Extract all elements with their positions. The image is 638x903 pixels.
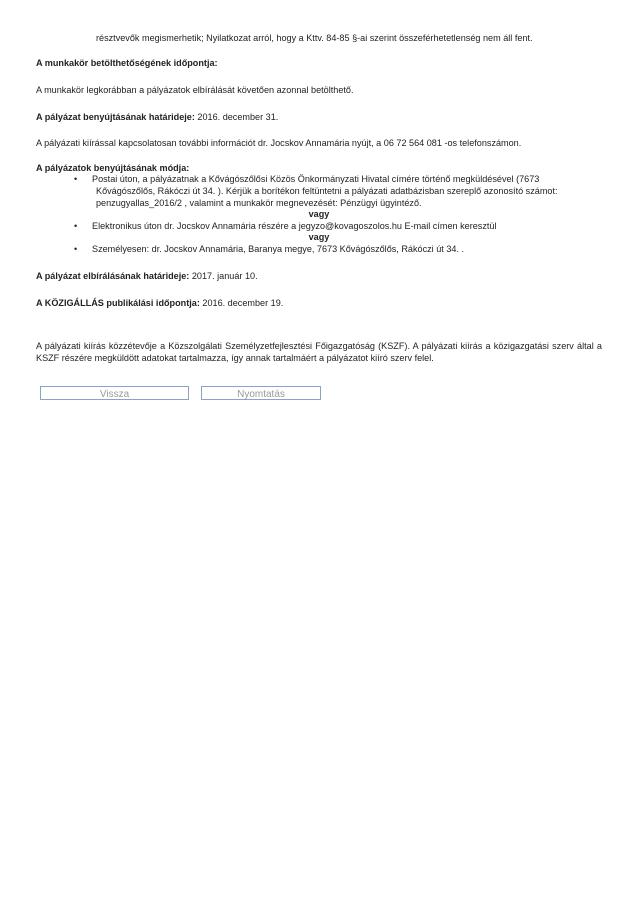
bullet-icon: •	[74, 174, 78, 184]
bullet-icon: •	[74, 244, 78, 254]
evaluation-deadline	[36, 270, 258, 282]
submission-deadline	[36, 111, 278, 123]
postal-method-line-3: penzugyallas_2016/2 , valamint a munkakör megnevezését: Pénzügyi ügyintéző.	[96, 198, 422, 208]
submission-method-heading: A pályázatok benyújtásának módja:	[36, 163, 190, 173]
postal-method-line-2: Kővágószőlős, Rákóczi út 34. ). Kérjük a borítékon feltüntetni a pályázati adatbázisban szereplő azonosító számot:	[96, 186, 558, 196]
personal-method: Személyesen: dr. Jocskov Annamária, Baranya megye, 7673 Kővágószőlős, Rákóczi út 34. .	[92, 244, 465, 254]
fill-date-text: A munkakör legkorábban a pályázatok elbírálását követően azonnal betölthető.	[36, 85, 354, 95]
evaluation-deadline-label: A pályázat elbírálásának határideje:	[36, 271, 190, 281]
back-button[interactable]: Vissza	[40, 386, 189, 400]
eligibility-line: résztvevők megismerhetik; Nyilatkozat arról, hogy a Kttv. 84-85 §-ai szerint összeférhetetlenség nem áll fent.	[96, 33, 533, 43]
fill-date-heading: A munkakör betölthetőségének időpontja:	[36, 58, 218, 68]
submission-deadline-value: 2016. december 31.	[197, 112, 279, 122]
evaluation-deadline-value: 2017. január 10.	[191, 271, 258, 281]
or-separator: vagy	[308, 232, 330, 242]
bullet-icon: •	[74, 221, 78, 231]
publication-date	[36, 297, 283, 309]
print-button[interactable]: Nyomtatás	[201, 386, 321, 400]
or-separator: vagy	[308, 209, 330, 219]
publisher-note: A pályázati kiírás közzétevője a Közszolgálati Személyzetfejlesztési Főigazgatóság (KSZF). A pályázati kiírás a közigazgatási szerv által a KSZF részére megküldött adatokat tartalmazza, így annak tartalmáért a pályázatot kiíró szerv felel.	[36, 341, 602, 363]
publication-date-value: 2016. december 19.	[202, 298, 284, 308]
postal-method-line-1: Postai úton, a pályázatnak a Kővágószőlősi Közös Önkormányzati Hivatal címére történő megküldésével (7673	[92, 174, 540, 184]
submission-deadline-label: A pályázat benyújtásának határideje:	[36, 112, 195, 122]
contact-info: A pályázati kiírással kapcsolatosan további információt dr. Jocskov Annamária nyújt, a 06 72 564 081 -os telefonszámon.	[36, 138, 522, 148]
electronic-method: Elektronikus úton dr. Jocskov Annamária részére a jegyzo@kovagoszolos.hu E-mail címen keresztül	[92, 221, 497, 231]
publication-date-label: A KÖZIGÁLLÁS publikálási időpontja:	[36, 298, 200, 308]
